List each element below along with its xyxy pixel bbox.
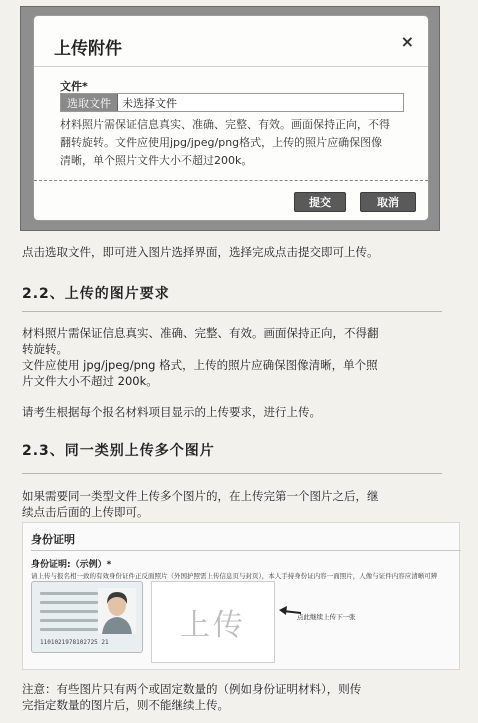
- id-upload-screenshot: [22, 522, 460, 670]
- upload-slot-label: 上传: [180, 608, 246, 643]
- dialog-dashed-divider: [34, 180, 428, 181]
- file-field-label: 文件*: [60, 80, 88, 93]
- arrow-annotation: 点此继续上传下一张: [297, 613, 356, 621]
- text-line: 片文件大小不超过 200k。: [22, 374, 158, 388]
- section-2-2-heading: 2.2、上传的图片要求: [22, 286, 170, 302]
- requirements-text: [22, 325, 379, 389]
- id-upload-note: 请上传与报名相一致的有效身份证件正反面照片（外国护照需上传信息页与封页），本人手持身份证内容一面照片，人像与证件内容应清晰可辨: [31, 572, 438, 580]
- section-rule: [22, 311, 442, 312]
- upload-slot[interactable]: [151, 581, 275, 663]
- file-input[interactable]: [60, 93, 404, 112]
- no-file-text: 未选择文件: [122, 96, 177, 110]
- help-line: 翻转旋转。文件应使用jpg/jpeg/png格式，上传的照片应确保图像: [60, 136, 383, 149]
- id-card-text-lines: [40, 592, 98, 637]
- footer-note: [22, 681, 361, 713]
- text-line: 文件应使用 jpg/jpeg/png 格式，上传的照片应确保图像清晰，单个照: [22, 358, 378, 372]
- dialog-title: 上传附件: [54, 39, 122, 59]
- cancel-button[interactable]: 取消: [360, 192, 416, 212]
- text-line: 转旋转。: [22, 342, 68, 356]
- submit-button[interactable]: 提交: [294, 192, 346, 212]
- text-line: 如果需要同一类型文件上传多个图片的，在上传完第一个图片之后，继: [22, 489, 379, 503]
- dialog-divider: [34, 66, 428, 67]
- requirements-note: 请考生根据每个报名材料项目显示的上传要求，进行上传。: [22, 405, 321, 419]
- close-icon[interactable]: ×: [400, 32, 414, 51]
- help-line: 清晰，单个照片文件大小不超过200k。: [60, 154, 253, 167]
- upload-instruction: 点击选取文件，即可进入图片选择界面，选择完成点击提交即可上传。: [22, 245, 379, 259]
- id-card-number: 1101021978102725 21: [40, 639, 109, 646]
- upload-dialog: [33, 15, 429, 221]
- id-section-title: 身份证明: [31, 533, 75, 546]
- multi-upload-text: [22, 488, 379, 520]
- text-line: 材料照片需保证信息真实、准确、完整、有效。画面保持正向，不得翻: [22, 326, 379, 340]
- text-line: 完指定数量的图片后，则不能继续上传。: [22, 698, 229, 712]
- portrait-icon: [98, 588, 136, 634]
- id-card-image: [31, 581, 143, 653]
- help-line: 材料照片需保证信息真实、准确、完整、有效。画面保持正向，不得: [60, 118, 390, 131]
- choose-file-button[interactable]: 选取文件: [61, 94, 118, 111]
- text-line: 注意：有些图片只有两个或固定数量的（例如身份证明材料），则传: [22, 682, 362, 696]
- dialog-help-text: [60, 116, 410, 170]
- id-divider: [31, 550, 461, 551]
- id-field-label: 身份证明:（示例）*: [31, 560, 112, 570]
- upload-dialog-screenshot: [20, 6, 440, 231]
- section-rule: [22, 473, 442, 474]
- text-line: 续点击后面的上传即可。: [22, 505, 149, 519]
- section-2-3-heading: 2.3、同一类别上传多个图片: [22, 443, 215, 459]
